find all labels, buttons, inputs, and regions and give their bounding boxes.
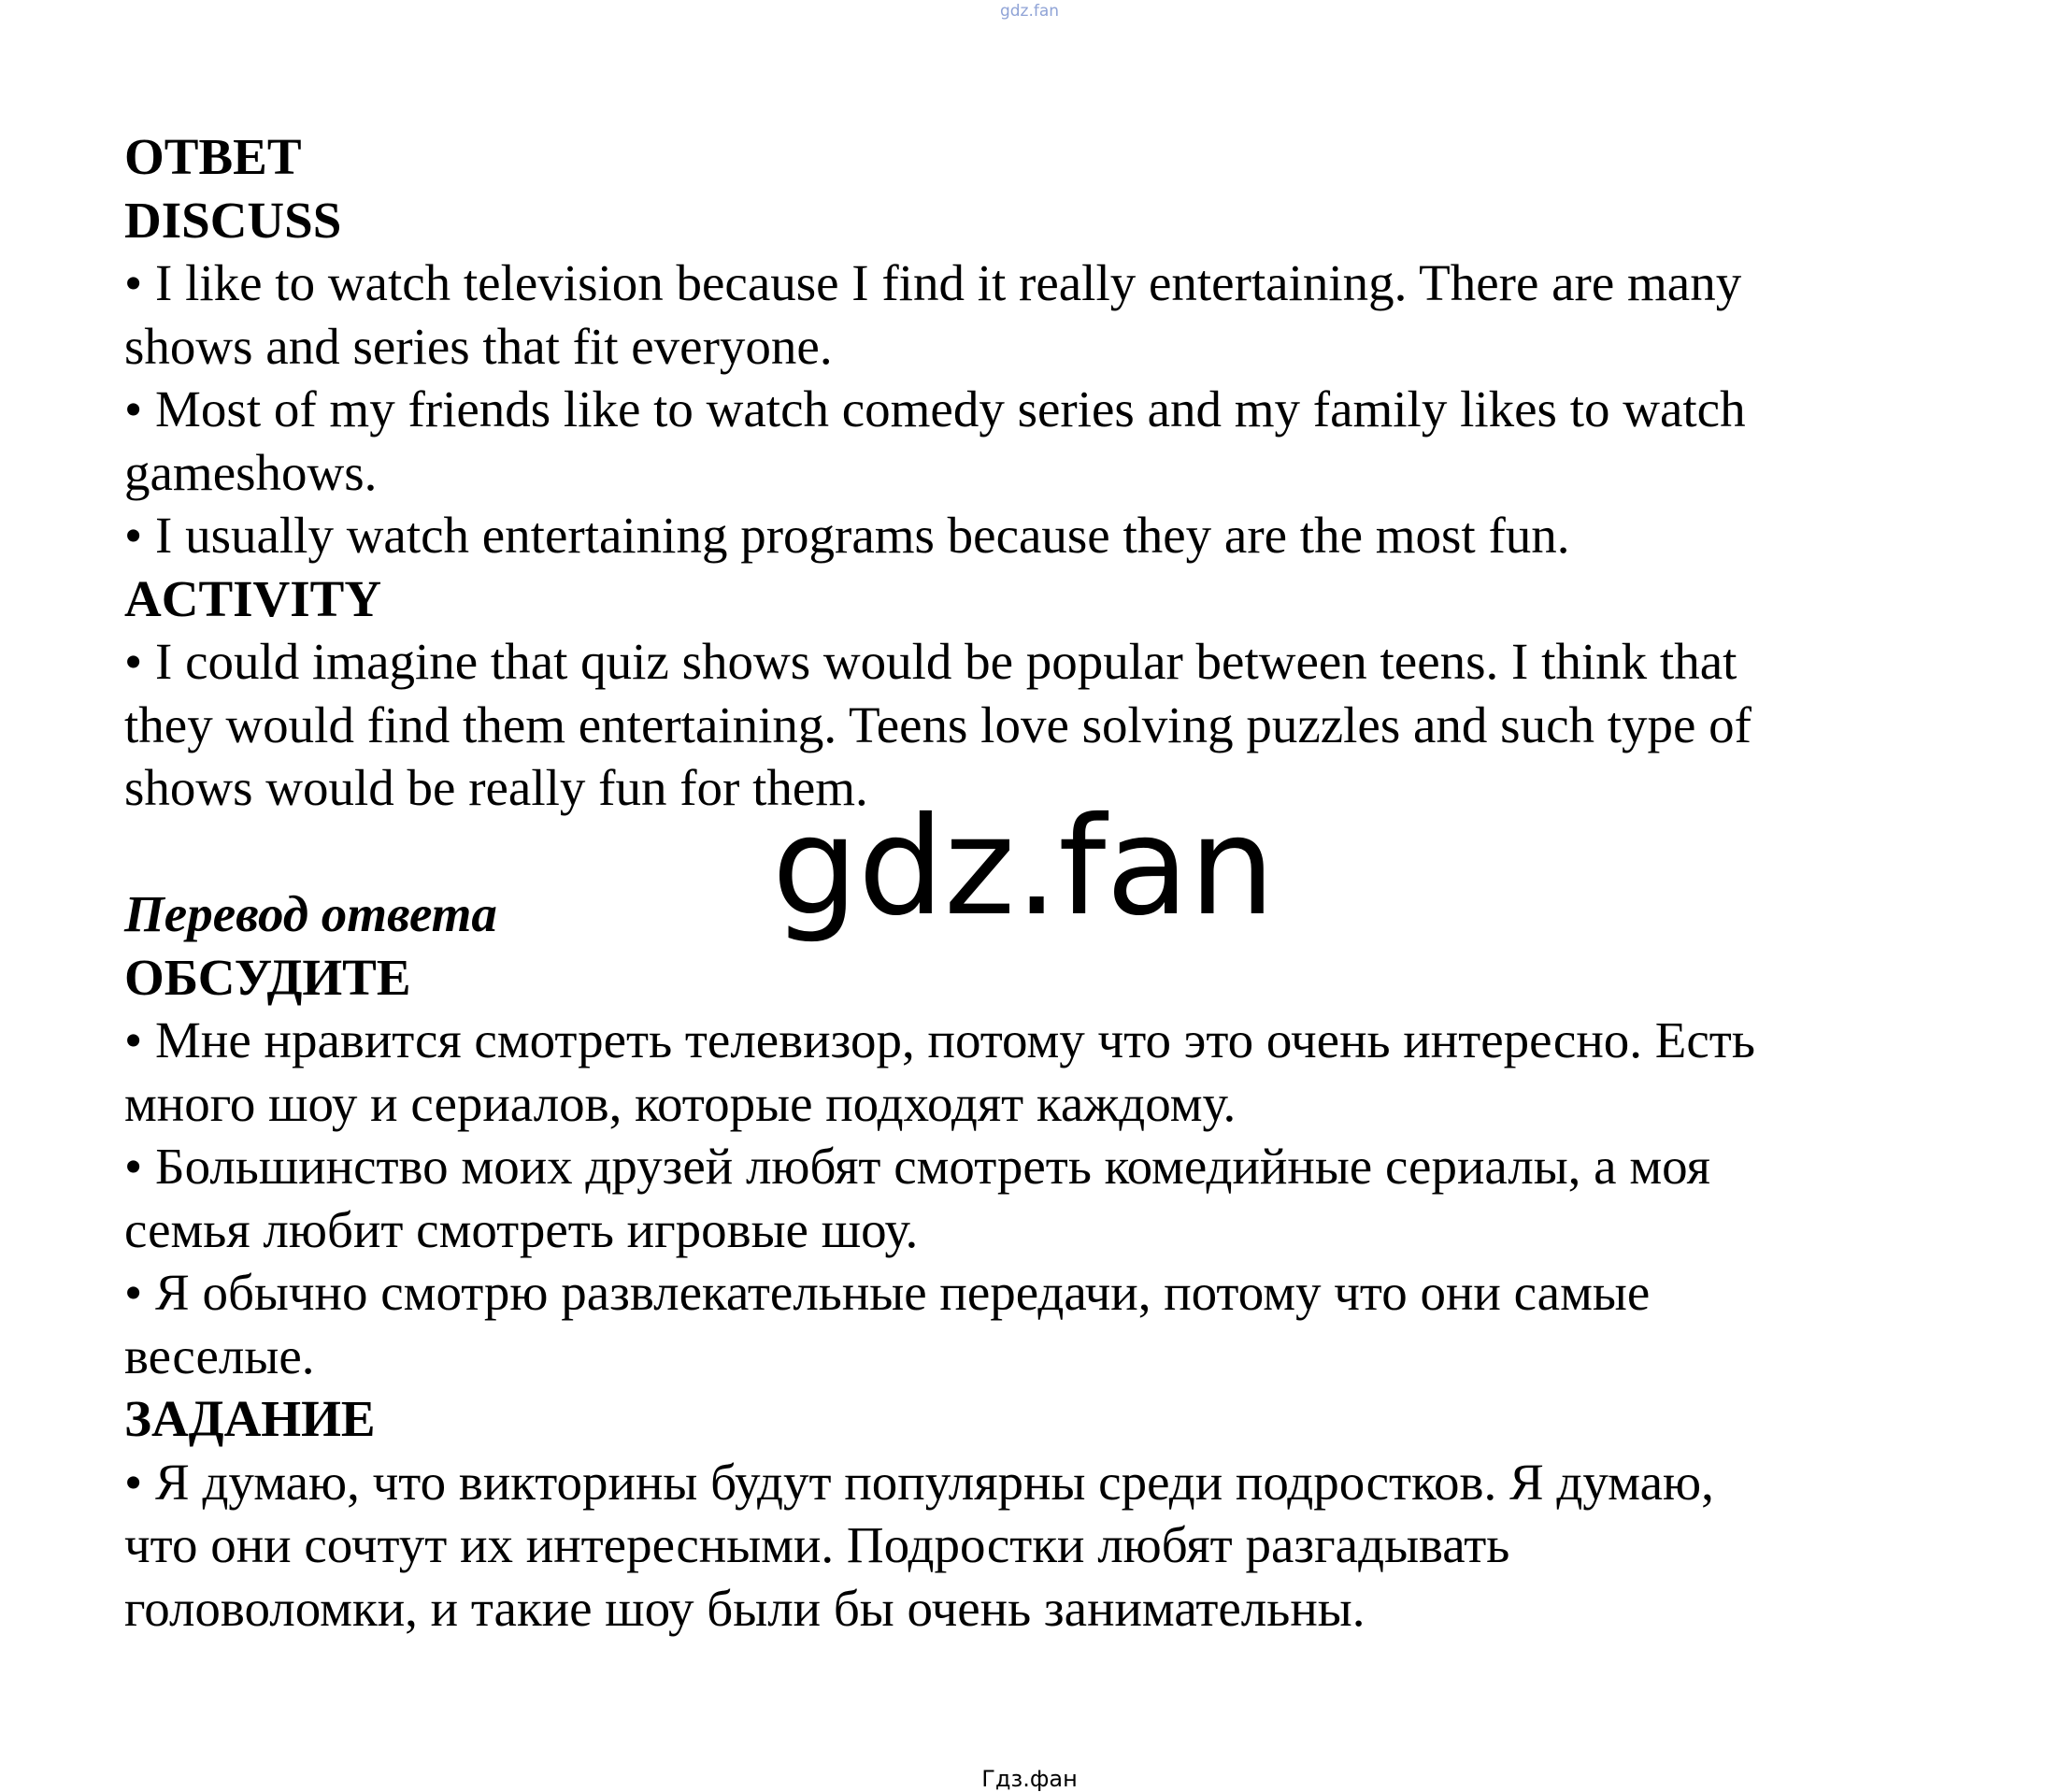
discuss-line: • I like to watch television because I find it really entertaining. There are many [124, 254, 1742, 311]
translation-discuss-heading: ОБСУДИТЕ [124, 948, 411, 1006]
answer-heading: ОТВЕТ [124, 128, 302, 185]
discuss-heading: DISCUSS [124, 191, 342, 249]
discuss-line: • I usually watch entertaining programs because they are the most fun. [124, 507, 1570, 564]
discuss-line: gameshows. [124, 443, 378, 501]
translation-activity-line: • Я думаю, что викторины будут популярны среди подростков. Я думаю, [124, 1453, 1714, 1511]
translation-discuss-line: семья любит смотреть игровые шоу. [124, 1200, 919, 1258]
translation-discuss-line: веселые. [124, 1326, 315, 1384]
discuss-line: • Most of my friends like to watch comedy series and my family likes to watch [124, 380, 1746, 437]
translation-discuss-line: • Мне нравится смотреть телевизор, потому что это очень интересно. Есть [124, 1011, 1755, 1068]
translation-discuss-line: много шоу и сериалов, которые подходят каждому. [124, 1074, 1237, 1132]
top-watermark-text: gdz.fan [999, 2, 1060, 21]
translation-discuss-line: • Я обычно смотрю развлекательные передачи, потому что они самые [124, 1264, 1651, 1321]
footer-text: Гдз.фан [981, 1766, 1078, 1792]
watermark-text: gdz.fan [772, 788, 1276, 946]
discuss-line: shows and series that fit everyone. [124, 317, 833, 375]
translation-activity-line: что они сочтут их интересными. Подростки любят разгадывать [124, 1516, 1510, 1573]
translation-heading: Перевод ответа [124, 885, 497, 942]
activity-line: shows would be really fun for them. [124, 759, 868, 816]
translation-activity-line: головоломки, и такие шоу были бы очень занимательны. [124, 1579, 1366, 1637]
activity-heading: ACTIVITY [124, 569, 382, 627]
activity-line: • I could imagine that quiz shows would be popular between teens. I think that [124, 633, 1737, 690]
activity-line: they would find them entertaining. Teens love solving puzzles and such type of [124, 695, 1752, 753]
translation-activity-heading: ЗАДАНИЕ [124, 1390, 376, 1447]
translation-discuss-line: • Большинство моих друзей любят смотреть комедийные сериалы, а моя [124, 1138, 1710, 1195]
